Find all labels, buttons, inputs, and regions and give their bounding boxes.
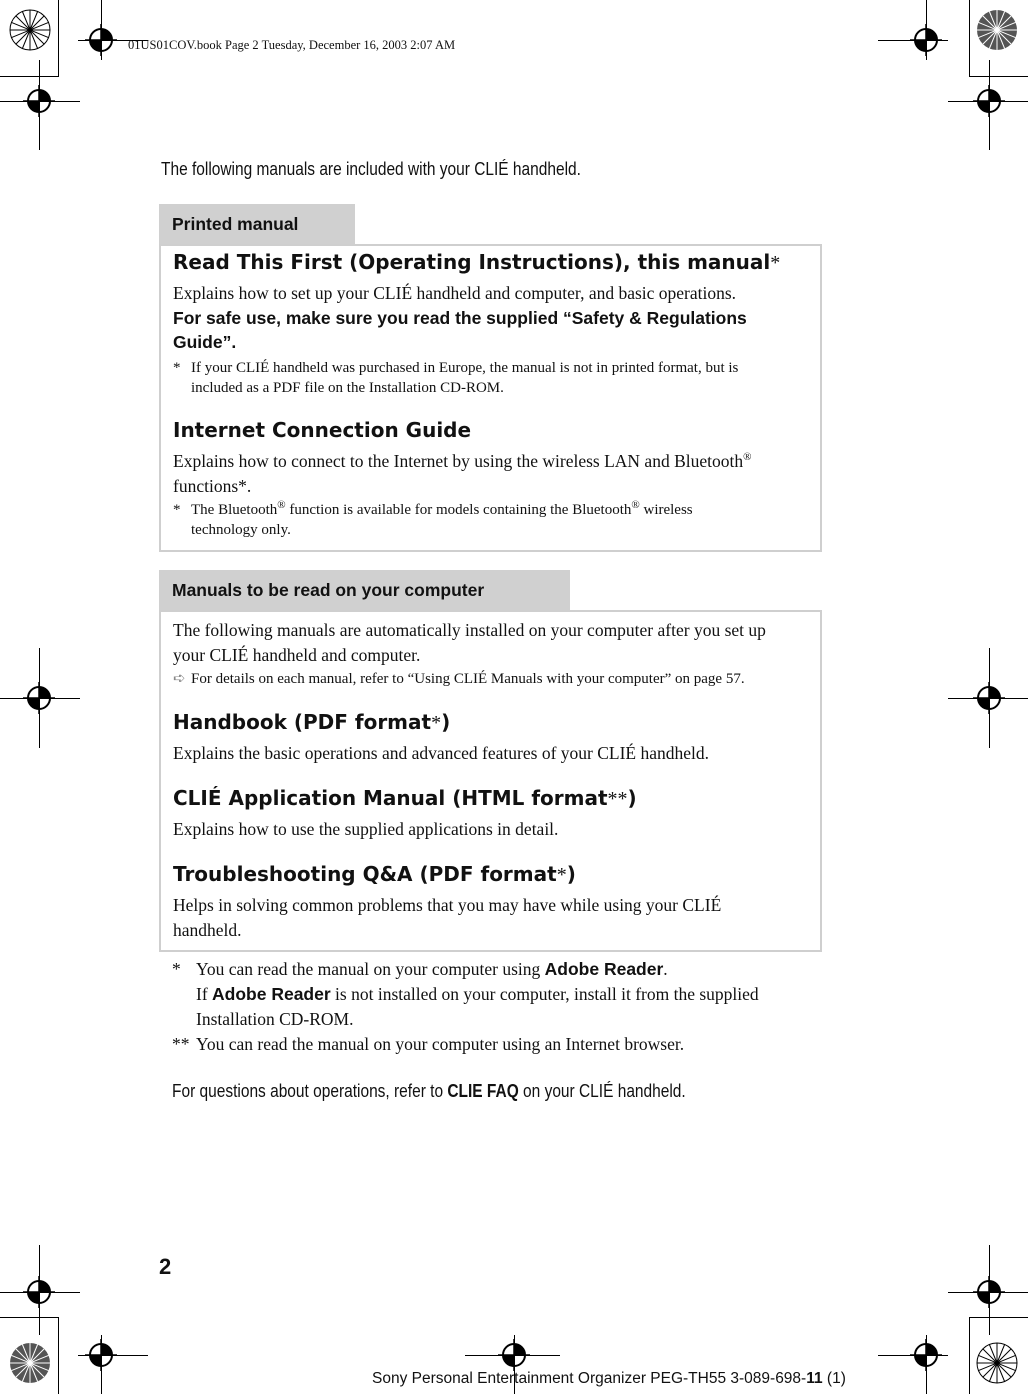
- troubleshooting-desc-1: Helps in solving common problems that you may have while using your CLIÉ: [173, 895, 722, 915]
- app-manual-title: CLIÉ Application Manual (HTML format**): [173, 786, 637, 810]
- computer-intro-1: The following manuals are automatically installed on your computer after you set up: [173, 620, 766, 640]
- internet-guide-desc-1: Explains how to connect to the Internet by using the wireless LAN and Bluetooth®: [173, 451, 752, 471]
- page-number: 2: [159, 1254, 172, 1279]
- app-manual-desc: Explains how to use the supplied applications in detail.: [173, 819, 559, 839]
- arrow-icon: ➪: [173, 671, 186, 687]
- intro-text: The following manuals are included with your CLIÉ handheld.: [161, 159, 581, 179]
- handbook-desc: Explains the basic operations and advanced features of your CLIÉ handheld.: [173, 743, 709, 763]
- read-first-note: * If your CLIÉ handheld was purchased in Europe, the manual is not in printed format, but is included as a PDF file on the Installation CD-ROM.: [173, 360, 739, 396]
- internet-guide-desc-2: functions*.: [173, 476, 252, 496]
- faq-line: For questions about operations, refer to CLIE FAQ on your CLIÉ handheld.: [172, 1081, 686, 1101]
- troubleshooting-desc-2: handheld.: [173, 920, 242, 940]
- internet-guide-note: * The Bluetooth® function is available for models containing the Bluetooth® wireless technology only.: [173, 499, 693, 538]
- read-first-desc: Explains how to set up your CLIÉ handheld and computer, and basic operations.: [173, 283, 737, 303]
- read-first-title: Read This First (Operating Instructions), this manual*: [173, 250, 781, 274]
- computer-manuals-tab: Manuals to be read on your computer: [159, 570, 570, 611]
- troubleshooting-title: Troubleshooting Q&A (PDF format*): [173, 862, 576, 886]
- footnotes: * You can read the manual on your computer using Adobe Reader. If Adobe Reader is not installed on your computer, install it from the supplied Installation CD-ROM. ** You can read the manual on your computer using an Internet browser.: [172, 959, 759, 1054]
- safety-line-1: For safe use, make sure you read the supplied “Safety & Regulations: [173, 308, 747, 328]
- printed-manual-tab: Printed manual: [159, 204, 355, 245]
- computer-ref: ➪ For details on each manual, refer to “Using CLIÉ Manuals with your computer” on page 57.: [173, 671, 745, 687]
- file-slug: 01US01COV.book Page 2 Tuesday, December 16, 2003 2:07 AM: [128, 38, 456, 52]
- footer-imprint: Sony Personal Entertainment Organizer PEG-TH55 3-089-698-11 (1): [372, 1370, 846, 1387]
- handbook-title: Handbook (PDF format*): [173, 710, 451, 734]
- internet-guide-title: Internet Connection Guide: [173, 418, 472, 442]
- safety-line-2: Guide”.: [173, 332, 237, 352]
- computer-intro-2: your CLIÉ handheld and computer.: [173, 645, 421, 665]
